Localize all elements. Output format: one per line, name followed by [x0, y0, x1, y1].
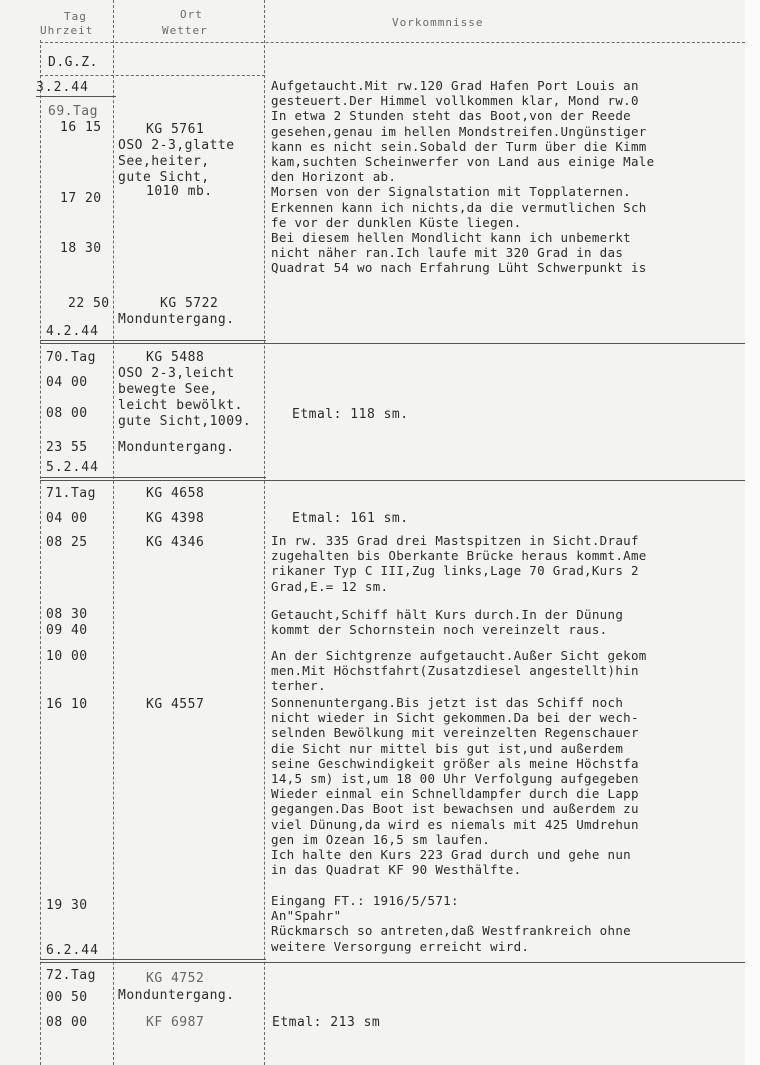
- moon-note: Monduntergang.: [118, 988, 235, 1003]
- narrative-line: fe vor der dunklen Küste liegen.: [271, 214, 522, 230]
- weather-line: leicht bewölkt.: [118, 398, 243, 413]
- narrative-line: Erkennen kann ich nichts,da die vermutlichen Sch: [271, 199, 647, 215]
- time-entry: 23 55: [46, 440, 88, 455]
- time-entry: 08 00: [46, 406, 88, 421]
- narrative-line: die Sicht nur mittel bis gut ist,und außerdem: [271, 740, 624, 756]
- grid-square: KG 4658: [146, 486, 205, 501]
- narrative-line: Eingang FT.: 1916/5/571:: [271, 893, 459, 908]
- narrative-day1: [271, 78, 741, 276]
- narrative-line: terher.: [271, 678, 326, 694]
- narrative-line: In rw. 335 Grad drei Mastspitzen in Sicht.Drauf: [271, 533, 639, 548]
- time-entry: 19 30: [46, 898, 88, 913]
- date-rule: [40, 477, 266, 478]
- time-entry: 22 50: [68, 296, 110, 311]
- day-number: 71.Tag: [46, 486, 96, 501]
- date-rule: [40, 959, 266, 960]
- grid-square: KG 5722: [160, 296, 219, 311]
- narrative-surface: [271, 648, 741, 694]
- column-rule-place: [264, 0, 265, 1065]
- etmal-entry: Etmal: 161 sm.: [292, 511, 409, 526]
- narrative-sighting: [271, 533, 741, 594]
- narrative-line: Bei diesem hellen Mondlicht kann ich unbemerkt: [271, 230, 631, 246]
- header-col2-line1: Ort: [180, 8, 203, 21]
- narrative-radio: [271, 893, 741, 954]
- weather-line: OSO 2-3,leicht: [118, 366, 235, 381]
- time-zone-label: D.G.Z.: [48, 55, 98, 70]
- narrative-line: kam,suchten Scheinwerfer von Land aus einige Male: [271, 154, 655, 170]
- narrative-line: Ich halte den Kurs 223 Grad durch und gehe nun: [271, 847, 631, 863]
- time-entry: 09 40: [46, 623, 88, 638]
- narrative-line: gesteuert.Der Himmel vollkommen klar, Mond rw.0: [271, 93, 639, 109]
- header-rule: [40, 42, 745, 43]
- narrative-line: kommt der Schornstein noch vereinzelt raus.: [271, 622, 608, 638]
- narrative-line: weitere Versorgung erreicht wird.: [271, 938, 530, 954]
- time-entry: 08 00: [46, 1015, 88, 1030]
- day-number: 72.Tag: [46, 968, 96, 983]
- narrative-line: 14,5 sm) ist,um 18 00 Uhr Verfolgung aufgegeben: [271, 771, 639, 787]
- narrative-line: gesehen,genau im hellen Mondstreifen.Ungünstiger: [271, 123, 647, 139]
- narrative-line: zugehalten bis Oberkante Brücke heraus kommt.Ame: [271, 548, 647, 564]
- narrative-line: Getaucht,Schiff hält Kurs durch.In der Dünung: [271, 607, 624, 622]
- weather-line: bewegte See,: [118, 382, 218, 397]
- header-col1-line1: Tag: [64, 10, 87, 23]
- date-day1: 3.2.44: [36, 80, 89, 95]
- grid-square: KG 5761: [146, 122, 205, 137]
- narrative-line: In etwa 2 Stunden steht das Boot,von der Reede: [271, 108, 631, 124]
- narrative-sunset: [271, 695, 741, 877]
- grid-square: KF 6987: [146, 1015, 205, 1030]
- narrative-line: Sonnenuntergang.Bis jetzt ist das Schiff noch: [271, 695, 624, 710]
- narrative-line: Aufgetaucht.Mit rw.120 Grad Hafen Port Louis an: [271, 78, 639, 93]
- time-entry: 10 00: [46, 649, 88, 664]
- time-entry: 16 15: [60, 120, 102, 135]
- time-entry: 08 30: [46, 607, 88, 622]
- time-entry: 16 10: [46, 697, 88, 712]
- column-rule-left: [40, 40, 41, 1065]
- moon-note: Monduntergang.: [118, 440, 235, 455]
- weather-line: gute Sicht,: [118, 170, 210, 185]
- grid-square: KG 4398: [146, 511, 205, 526]
- weather-line: 1010 mb.: [146, 184, 213, 199]
- time-entry: 04 00: [46, 375, 88, 390]
- etmal-entry: Etmal: 118 sm.: [292, 407, 409, 422]
- narrative-line: in das Quadrat KF 90 Westhälfte.: [271, 862, 522, 878]
- date-rule: [40, 340, 266, 341]
- header-col3: Vorkommnisse: [392, 16, 484, 29]
- column-rule-time: [113, 0, 114, 1065]
- date-day2: 4.2.44: [46, 324, 99, 339]
- narrative-dive: [271, 607, 741, 637]
- time-entry: 08 25: [46, 535, 88, 550]
- grid-square: KG 4752: [146, 971, 205, 986]
- narrative-line: Rückmarsch so antreten,daß Westfrankreich ohne: [271, 923, 631, 939]
- narrative-line: Grad,E.= 12 sm.: [271, 578, 389, 594]
- narrative-line: An der Sichtgrenze aufgetaucht.Außer Sicht gekom: [271, 648, 647, 663]
- time-entry: 17 20: [60, 191, 102, 206]
- day-number: 69.Tag: [48, 104, 98, 119]
- narrative-line: men.Mit Höchstfahrt(Zusatzdiesel angestellt)hin: [271, 663, 639, 679]
- narrative-line: gen im Ozean 16,5 sm laufen.: [271, 831, 491, 847]
- time-entry: 18 30: [60, 241, 102, 256]
- date-day4: 6.2.44: [46, 943, 99, 958]
- date-day3: 5.2.44: [46, 460, 99, 475]
- grid-square: KG 4346: [146, 535, 205, 550]
- day-separator: [40, 962, 745, 963]
- header-col1-line2: Uhrzeit: [40, 24, 94, 37]
- narrative-line: An"Spahr": [271, 908, 342, 924]
- narrative-line: selnden Bewölkung mit vereinzelten Regenschauer: [271, 725, 639, 741]
- zone-rule: [40, 75, 265, 76]
- weather-line: gute Sicht,1009.: [118, 414, 252, 429]
- narrative-line: nicht näher ran.Ich laufe mit 320 Grad in das: [271, 245, 624, 261]
- grid-square: KG 4557: [146, 697, 205, 712]
- time-entry: 00 50: [46, 990, 88, 1005]
- narrative-line: Morsen von der Signalstation mit Topplaternen.: [271, 184, 631, 200]
- header-col2-line2: Wetter: [162, 24, 208, 37]
- narrative-line: rikaner Typ C III,Zug links,Lage 70 Grad,Kurs 2: [271, 563, 639, 579]
- narrative-line: gegangen.Das Boot ist bewachsen und außerdem zu: [271, 801, 639, 817]
- narrative-line: Quadrat 54 wo nach Erfahrung Lüht Schwerpunkt is: [271, 260, 647, 276]
- moon-note: Monduntergang.: [118, 312, 235, 327]
- narrative-line: seine Geschwindigkeit größer als meine Höchstfa: [271, 755, 639, 771]
- etmal-entry: Etmal: 213 sm: [272, 1015, 381, 1030]
- weather-line: See,heiter,: [118, 154, 210, 169]
- narrative-line: Wieder einmal ein Schnelldampfer durch die Lapp: [271, 786, 639, 802]
- day-number: 70.Tag: [46, 350, 96, 365]
- narrative-line: kann es nicht sein.Sobald der Turm über die Kimm: [271, 138, 647, 154]
- day-separator: [40, 480, 745, 481]
- narrative-line: nicht wieder in Sicht gekommen.Da bei der wech-: [271, 710, 639, 726]
- narrative-line: den Horizont ab.: [271, 169, 397, 185]
- date-underline: [36, 96, 116, 97]
- time-entry: 04 00: [46, 511, 88, 526]
- day-separator: [40, 343, 745, 344]
- weather-line: OSO 2-3,glatte: [118, 138, 235, 153]
- grid-square: KG 5488: [146, 350, 205, 365]
- narrative-line: viel Dünung,da wird es niemals mit 425 Umdrehun: [271, 816, 639, 832]
- page-edge: [745, 0, 760, 1065]
